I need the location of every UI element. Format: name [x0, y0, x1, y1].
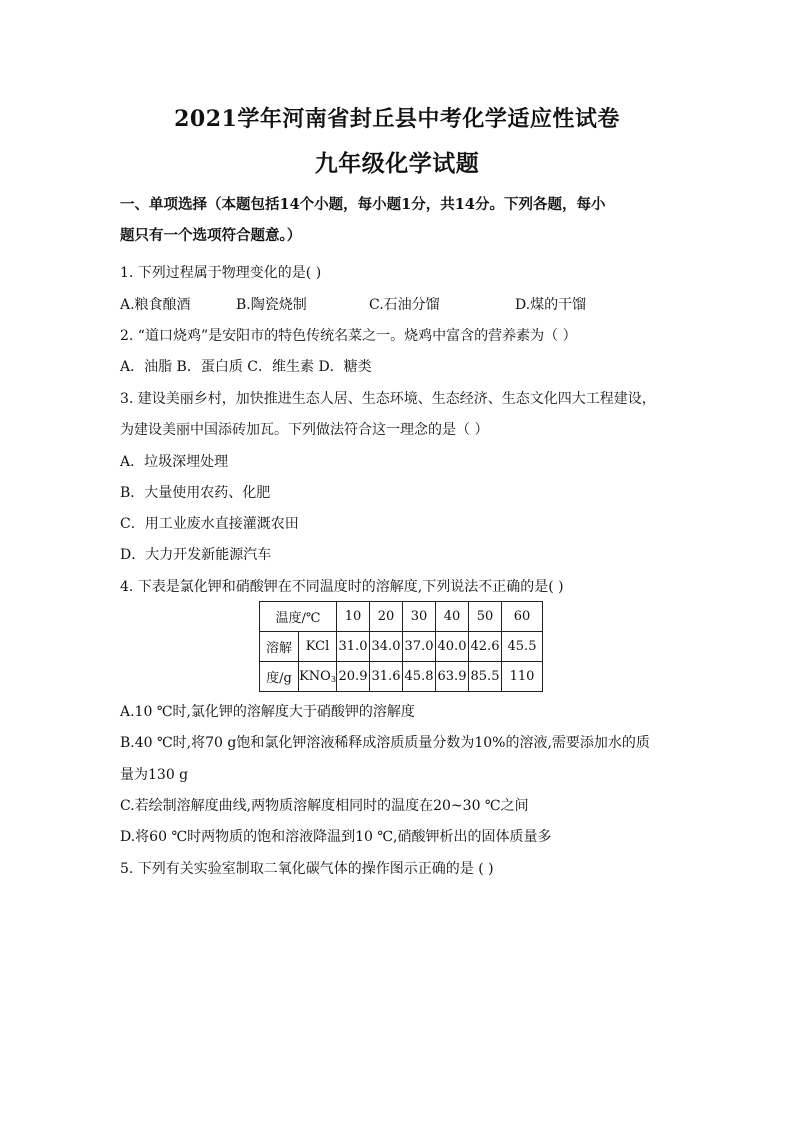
q4-option-b: B.40 ℃时,将70 g饱和氯化钾溶液稀释成溶质质量分数为10%的溶液,需要添加水的质	[120, 735, 650, 751]
table-header-row	[260, 602, 543, 632]
q4-option-d: D.将60 ℃时两物质的饱和溶液降温到10 ℃,硝酸钾析出的固体质量多	[120, 829, 552, 845]
q1-stem: 1. 下列过程属于物理变化的是( )	[120, 265, 322, 281]
q1-option-d: D.煤的干馏	[515, 297, 587, 313]
kno3-value: 110	[502, 662, 543, 692]
q1-option-b: B.陶瓷烧制	[236, 297, 307, 313]
exam-title: 2021学年河南省封丘县中考化学适应性试卷	[174, 106, 620, 132]
kcl-value: 31.0	[337, 632, 370, 662]
solubility-label-bottom: 度/g	[260, 662, 299, 692]
exam-subtitle: 九年级化学试题	[314, 150, 480, 177]
table-row-kcl	[260, 632, 543, 662]
kno3-value: 63.9	[436, 662, 469, 692]
q3-option-b: B．大量使用农药、化肥	[120, 485, 271, 501]
q4-stem: 4. 下表是氯化钾和硝酸钾在不同温度时的溶解度,下列说法不正确的是( )	[120, 579, 564, 595]
temp-cell: 10	[337, 602, 370, 632]
temp-cell: 30	[403, 602, 436, 632]
section-heading-line1: 一、单项选择（本题包括14个小题，每小题1分，共14分。下列各题，每小	[120, 196, 606, 213]
kno3-value: 31.6	[370, 662, 403, 692]
q5-stem: 5. 下列有关实验室制取二氧化碳气体的操作图示正确的是 ( )	[120, 861, 494, 877]
kcl-value: 37.0	[403, 632, 436, 662]
kcl-value: 34.0	[370, 632, 403, 662]
kcl-value: 45.5	[502, 632, 543, 662]
q1-option-c: C.石油分馏	[369, 297, 440, 313]
temperature-label: 温度/℃	[260, 602, 337, 632]
table-row-kno3	[260, 662, 543, 692]
q2-options: A．油脂 B．蛋白质 C．维生素 D．糖类	[120, 359, 372, 375]
q3-option-d: D．大力开发新能源汽车	[120, 547, 272, 563]
temp-cell: 50	[469, 602, 502, 632]
temp-cell: 60	[502, 602, 543, 632]
q4-option-c: C.若绘制溶解度曲线,两物质溶解度相同时的温度在20~30 ℃之间	[120, 798, 529, 814]
solubility-label-top: 溶解	[260, 632, 299, 662]
kno3-label	[299, 662, 337, 692]
q2-stem: 2. “道口烧鸡”是安阳市的特色传统名菜之一。烧鸡中富含的营养素为（ ）	[120, 328, 577, 344]
kno3-label-text: KNO	[299, 669, 331, 684]
kno3-value: 85.5	[469, 662, 502, 692]
q3-stem-line1: 3. 建设美丽乡村，加快推进生态人居、生态环境、生态经济、生态文化四大工程建设，	[120, 391, 656, 407]
kcl-value: 40.0	[436, 632, 469, 662]
kno3-value: 45.8	[403, 662, 436, 692]
solubility-table	[259, 601, 543, 692]
section-heading-line2: 题只有一个选项符合题意。）	[120, 227, 302, 244]
q4-option-b-cont: 量为130 g	[120, 767, 189, 783]
q3-option-c: C．用工业废水直接灌溉农田	[120, 516, 299, 532]
kno3-value: 20.9	[337, 662, 370, 692]
kno3-subscript: 3	[330, 675, 336, 684]
temp-cell: 40	[436, 602, 469, 632]
q1-option-a: A.粮食酿酒	[120, 297, 191, 313]
q4-option-a: A.10 ℃时,氯化钾的溶解度大于硝酸钾的溶解度	[120, 704, 415, 720]
temp-cell: 20	[370, 602, 403, 632]
q3-option-a: A．垃圾深埋处理	[120, 454, 229, 470]
q3-stem-line2: 为建设美丽中国添砖加瓦。下列做法符合这一理念的是（ ）	[120, 422, 489, 438]
kcl-value: 42.6	[469, 632, 502, 662]
kcl-label: KCl	[299, 632, 337, 662]
